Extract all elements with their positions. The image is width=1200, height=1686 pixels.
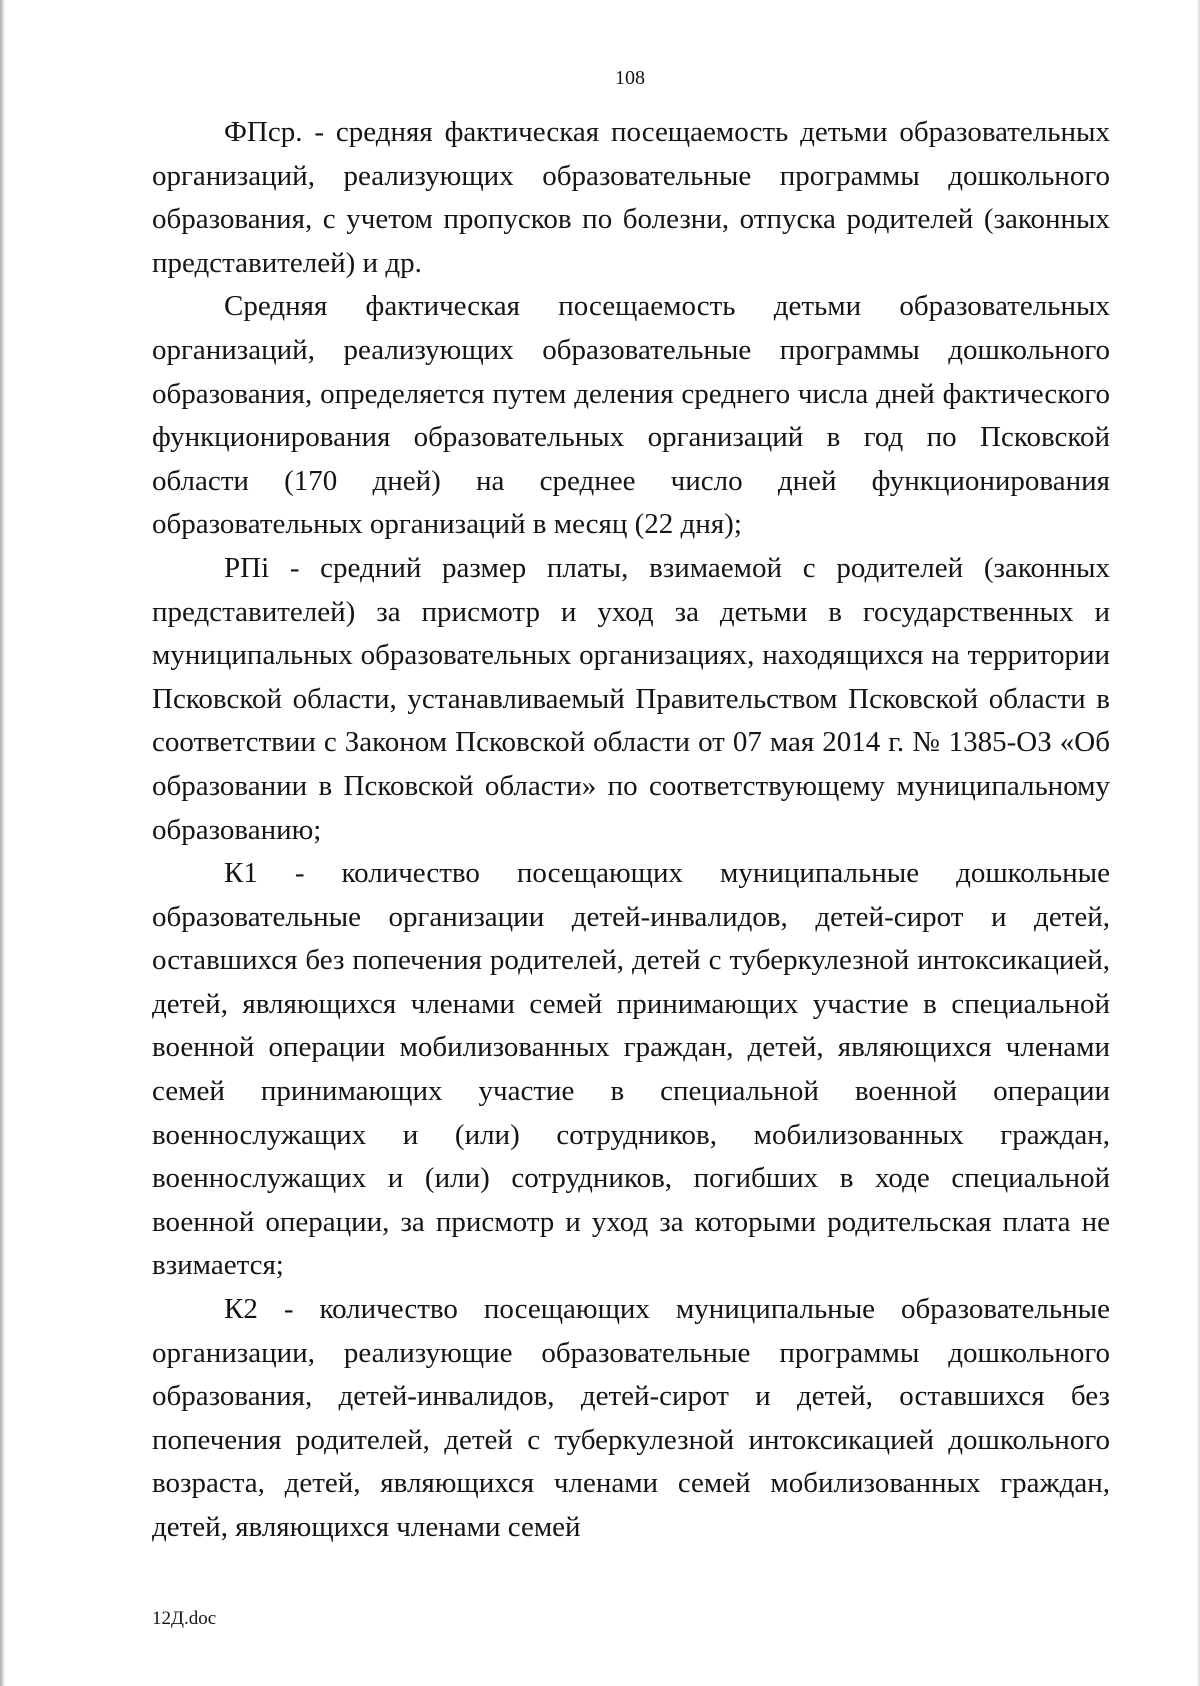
paragraph-fpsr-definition: ФПср. - средняя фактическая посещаемость детьми образовательных организаций, реализующих образовательные программы дошкольного образования, с учетом пропусков по болезни, отпуска родителей (законных представителей) и др. [152, 116, 1110, 279]
body-text [152, 111, 1110, 1550]
paragraph-rpi-definition: РПi - средний размер платы, взимаемой с родителей (законных представителей) за присмотр и уход за детьми в государственных и муниципальных образовательных организациях, находящихся на территории Псковской области, устанавливаемый Правительством Псковской области в соответствии с Законом Псковской области от 07 мая 2014 г. № 1385-ОЗ «Об образовании в Псковской области» по соответствующему муниципальному образованию; [152, 551, 1110, 846]
paragraph-attendance-calculation: Средняя фактическая посещаемость детьми образовательных организаций, реализующих образовательные программы дошкольного образования, определяется путем деления среднего числа дней фактического функционирования образовательных организаций в год по Псковской области (170 дней) на среднее число дней функционирования образовательных организаций в месяц (22 дня); [152, 290, 1110, 541]
scan-edge-left [0, 0, 5, 1686]
paragraph-k2-definition: К2 - количество посещающих муниципальные образовательные организации, реализующие образовательные программы дошкольного образования, детей-инвалидов, детей-сирот и детей, оставшихся без попечения родителей, детей с туберкулезной интоксикацией дошкольного возраста, детей, являющихся членами семей мобилизованных граждан, детей, являющихся членами семей [152, 1293, 1110, 1543]
paragraph-k1-definition: К1 - количество посещающих муниципальные дошкольные образовательные организации детей-инвалидов, детей-сирот и детей, оставшихся без попечения родителей, детей с туберкулезной интоксикацией, детей, являющихся членами семей принимающих участие в специальной военной операции мобилизованных граждан, детей, являющихся членами семей принимающих участие в специальной военной операции военнослужащих и (или) сотрудников, мобилизованных граждан, военнослужащих и (или) сотрудников, погибших в ходе специальной военной операции, за присмотр и уход за которыми родительская плата не взимается; [152, 857, 1110, 1282]
footer-filename: 12Д.doc [152, 1608, 217, 1629]
page-number: 108 [615, 67, 645, 89]
